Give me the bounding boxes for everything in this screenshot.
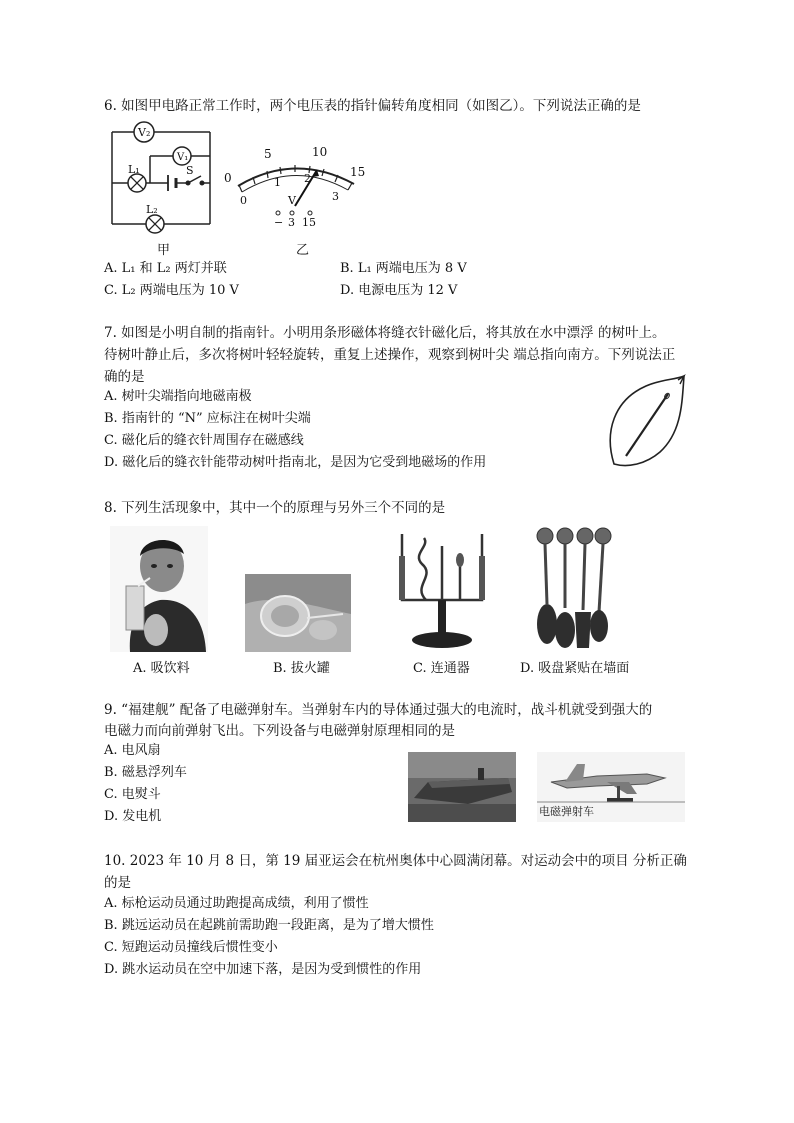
q10-option-b: B. 跳远运动员在起跳前需助跑一段距离，是为了增大惯性 — [104, 918, 434, 933]
terminal-minus: − — [274, 216, 284, 229]
dial-top-0: 0 — [224, 171, 232, 185]
q10-stem-line2: 的是 — [104, 875, 131, 891]
q8-caption-c: C. 连通器 — [413, 661, 470, 676]
q6-option-c: C. L₂ 两端电压为 10 V — [104, 283, 239, 298]
photo-cupping — [245, 574, 351, 652]
q7-stem-line2: 待树叶静止后，多次将树叶轻轻旋转，重复上述操作，观察到树叶尖 端总指向南方。下列说法正 — [104, 347, 676, 363]
dial-top-15: 15 — [350, 165, 366, 179]
catapult-label: 电磁弹射车 — [539, 806, 594, 818]
q8-caption-d: D. 吸盘紧贴在墙面 — [520, 661, 630, 676]
q10-option-c: C. 短跑运动员撞线后惯性变小 — [104, 940, 278, 955]
terminal-3: 3 — [288, 216, 295, 229]
q7-option-d: D. 磁化后的缝衣针能带动树叶指南北，是因为它受到地磁场的作用 — [104, 455, 487, 470]
dial-bottom-3: 3 — [332, 190, 339, 203]
photo-communicating-vessels — [390, 526, 494, 652]
q10-stem-line1: 10. 2023 年 10 月 8 日，第 19 届亚运会在杭州奥体中心圆满闭幕。对运动会中的项目 分析正确 — [104, 853, 687, 869]
q10-option-d: D. 跳水运动员在空中加速下落，是因为受到惯性的作用 — [104, 962, 422, 977]
fig-caption-yi: 乙 — [296, 243, 310, 258]
label-v2: V₂ — [138, 126, 151, 139]
q7-option-a: A. 树叶尖端指向地磁南极 — [104, 389, 252, 404]
label-l1: L₁ — [128, 163, 140, 176]
photo-electromagnetic-catapult — [537, 752, 685, 822]
q6-option-d: D. 电源电压为 12 V — [340, 283, 458, 298]
label-v1: V₁ — [177, 152, 189, 163]
q6-option-b: B. L₁ 两端电压为 8 V — [340, 261, 467, 276]
q9-option-a: A. 电风扇 — [104, 743, 161, 758]
label-l2: L₂ — [146, 203, 158, 216]
photo-boy-drinking — [110, 526, 208, 652]
q6-stem: 6. 如图甲电路正常工作时，两个电压表的指针偏转角度相同（如图乙）。下列说法正确的是 — [104, 98, 641, 114]
q9-option-d: D. 发电机 — [104, 809, 162, 824]
terminal-15: 15 — [302, 216, 316, 229]
lamp-l2-icon — [146, 215, 164, 233]
fig-caption-jia: 甲 — [157, 243, 171, 258]
q7-stem-line3: 确的是 — [104, 369, 145, 385]
q6-option-a: A. L₁ 和 L₂ 两灯并联 — [104, 261, 227, 276]
q8-stem: 8. 下列生活现象中，其中一个的原理与另外三个不同的是 — [104, 500, 446, 516]
label-s: S — [186, 164, 194, 177]
voltmeter-dial-yi — [222, 142, 368, 234]
q9-option-b: B. 磁悬浮列车 — [104, 765, 187, 780]
dial-bottom-1: 1 — [274, 176, 281, 189]
dial-bottom-0: 0 — [240, 194, 247, 207]
q7-option-b: B. 指南针的 “N” 应标注在树叶尖端 — [104, 411, 311, 426]
q9-option-c: C. 电熨斗 — [104, 787, 161, 802]
circuit-diagram-jia — [106, 120, 218, 236]
leaf-needle-icon — [604, 372, 692, 472]
q9-stem-line1: 9. “福建舰” 配备了电磁弹射车。当弹射车内的导体通过强大的电流时，战斗机就受到强大的 — [104, 702, 653, 718]
q8-caption-b: B. 拔火罐 — [273, 661, 330, 676]
q7-option-c: C. 磁化后的缝衣针周围存在磁感线 — [104, 433, 304, 448]
q9-stem-line2: 电磁力而向前弹射飞出。下列设备与电磁弹射原理相同的是 — [104, 723, 455, 739]
lamp-l1-icon — [128, 174, 146, 192]
dial-top-10: 10 — [312, 145, 328, 159]
q8-caption-a: A. 吸饮料 — [133, 661, 190, 676]
photo-suction-hooks — [533, 526, 615, 652]
dial-bottom-2: 2 — [304, 172, 311, 185]
dial-top-5: 5 — [264, 147, 272, 161]
q7-stem-line1: 7. 如图是小明自制的指南针。小明用条形磁体将缝衣针磁化后，将其放在水中漂浮 的树叶上。 — [104, 325, 666, 341]
q10-option-a: A. 标枪运动员通过助跑提高成绩，利用了惯性 — [104, 896, 369, 911]
photo-aircraft-carrier — [408, 752, 516, 822]
dial-unit: V — [288, 194, 296, 207]
